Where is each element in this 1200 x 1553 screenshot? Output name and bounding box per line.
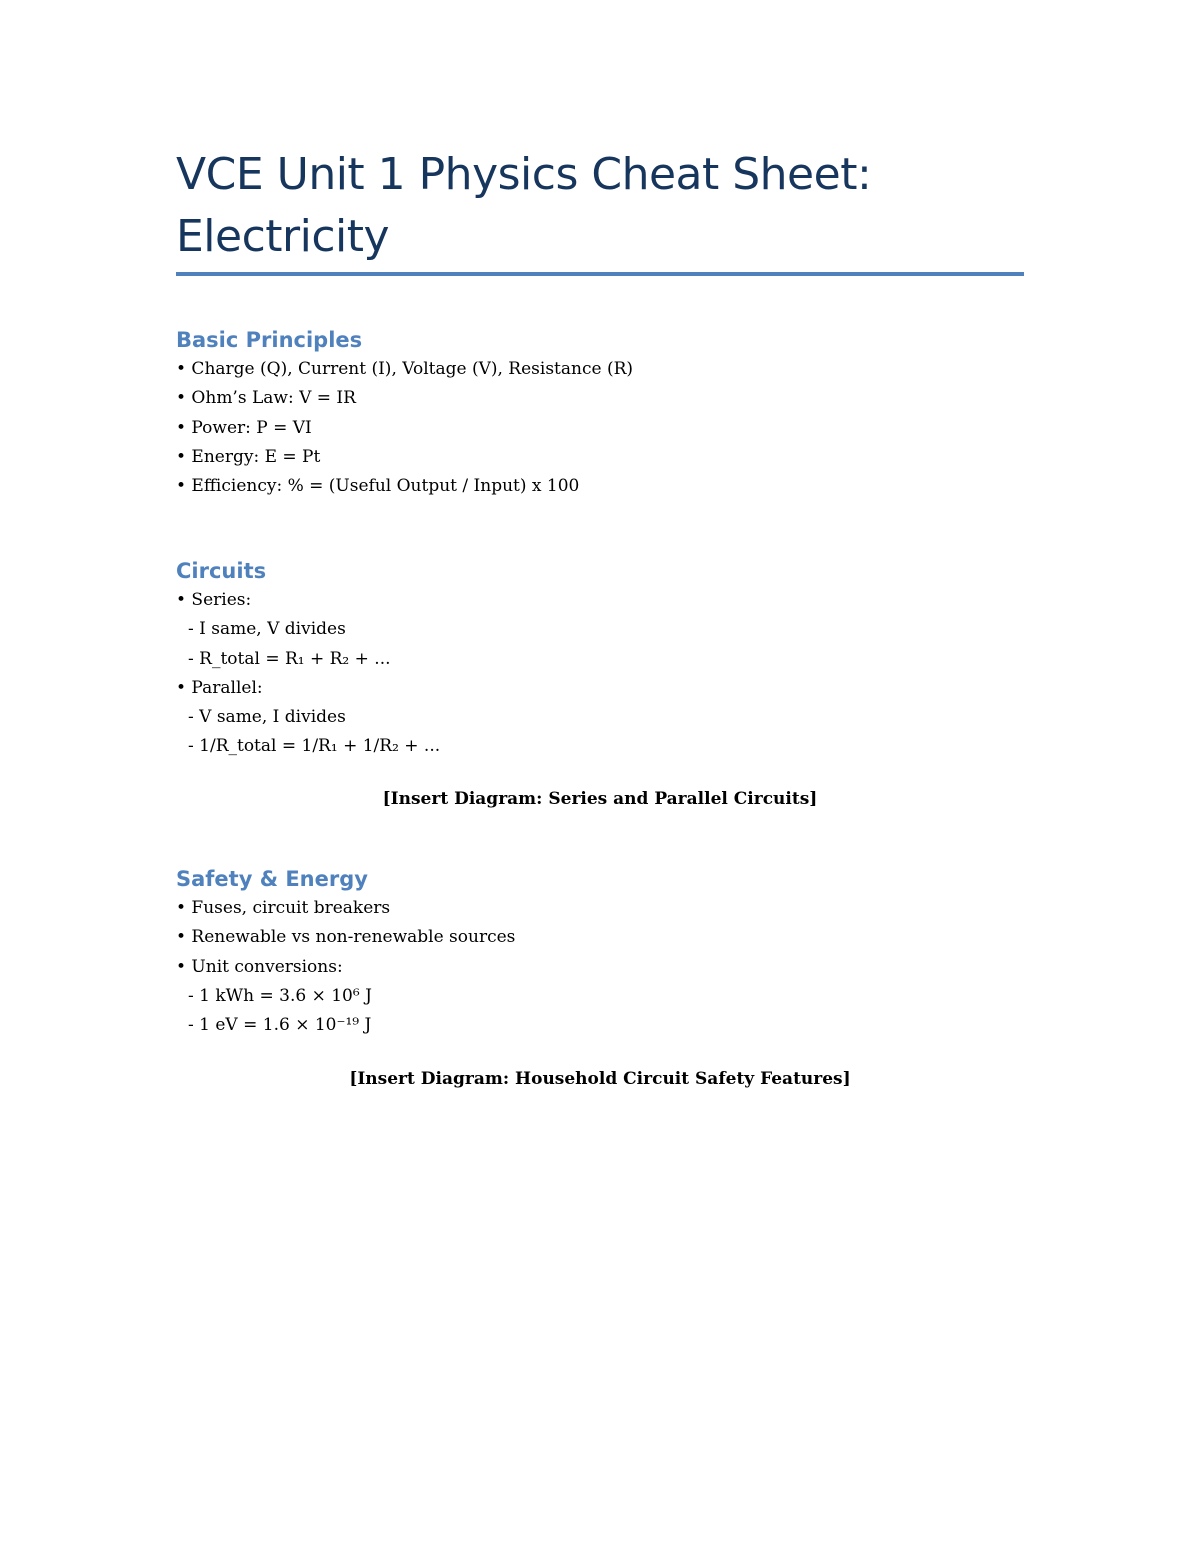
list-subitem: - R_total = R₁ + R₂ + ... — [188, 648, 391, 669]
section-basic-principles — [176, 325, 1024, 501]
list-item: • Energy: E = Pt — [176, 446, 321, 467]
section-heading: Basic Principles — [176, 328, 363, 352]
list-item: • Unit conversions: — [176, 956, 343, 977]
list-item: • Parallel: — [176, 677, 263, 698]
section-heading: Safety & Energy — [176, 867, 368, 891]
list-subitem: - I same, V divides — [188, 619, 346, 640]
list-subitem: - V same, I divides — [188, 707, 346, 728]
title-underline — [176, 272, 1024, 276]
list-item: • Renewable vs non-renewable sources — [176, 927, 516, 948]
list-item: • Ohm’s Law: V = IR — [176, 388, 356, 409]
section-heading: Circuits — [176, 559, 267, 583]
list-item: • Fuses, circuit breakers — [176, 898, 391, 918]
list-item: • Power: P = VI — [176, 417, 312, 438]
diagram-placeholder-safety: [Insert Diagram: Household Circuit Safety Features] — [349, 1069, 851, 1089]
list-subitem: - 1/R_total = 1/R₁ + 1/R₂ + ... — [188, 736, 441, 757]
list-item: • Charge (Q), Current (I), Voltage (V), Resistance (R) — [176, 359, 634, 379]
section-circuits — [176, 556, 1024, 762]
title-line-1: VCE Unit 1 Physics Cheat Sheet: — [176, 149, 872, 200]
list-item: • Series: — [176, 590, 252, 610]
title-line-2: Electricity — [176, 211, 390, 262]
list-subitem: - 1 kWh = 3.6 × 10⁶ J — [188, 985, 372, 1006]
list-subitem: - 1 eV = 1.6 × 10⁻¹⁹ J — [188, 1015, 372, 1036]
diagram-placeholder-circuits: [Insert Diagram: Series and Parallel Circuits] — [382, 789, 818, 809]
page-title — [176, 144, 1036, 268]
list-item: • Efficiency: % = (Useful Output / Input) x 100 — [176, 476, 580, 497]
section-safety-energy — [176, 864, 1024, 1040]
